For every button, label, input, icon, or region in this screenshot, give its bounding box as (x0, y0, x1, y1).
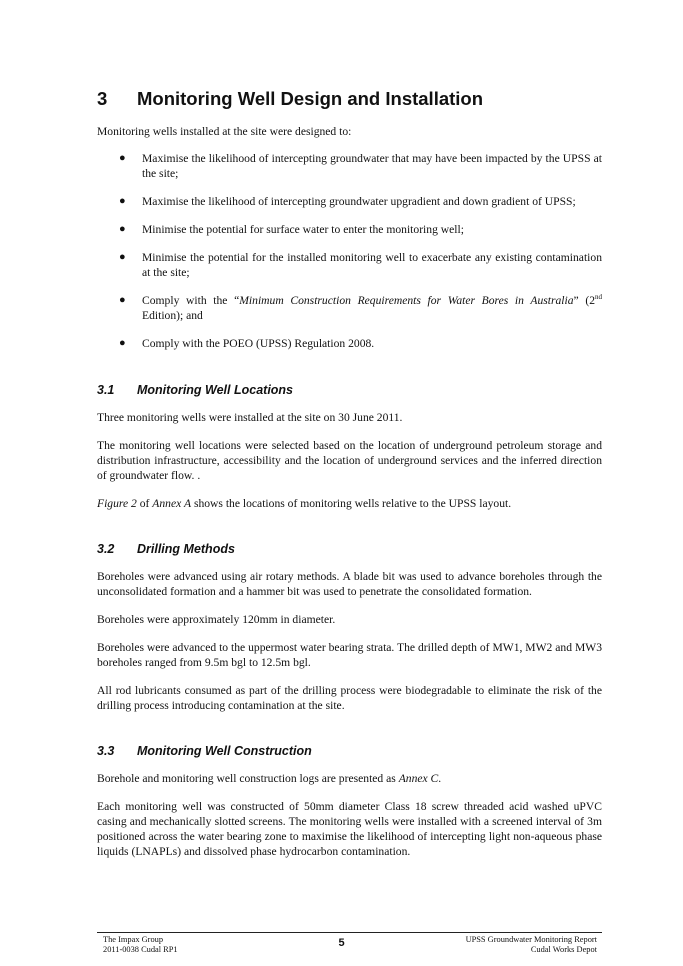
paragraph (97, 771, 602, 786)
subsection-number: 3.1 (97, 383, 115, 397)
list-item (97, 250, 602, 280)
paragraph: All rod lubricants consumed as part of the drilling process were biodegradable to eliminate the risk of the drilling process introducing contamination at the site. (97, 684, 602, 712)
paragraph-text: shows the locations of monitoring wells relative to the UPSS layout. (191, 497, 512, 510)
annex-reference: Annex C (398, 772, 439, 785)
paragraph: Boreholes were advanced using air rotary methods. A blade bit was used to advance boreholes through the unconsolidated formation and a hammer bit was used to penetrate the consolidated formation. (97, 570, 602, 598)
bullet-icon: ● (119, 294, 126, 306)
section-title: Monitoring Well Design and Installation (137, 88, 484, 109)
list-item (97, 293, 602, 323)
superscript: nd (595, 293, 603, 301)
list-item-text: ” (2 (573, 294, 596, 307)
footer-company: The Impax Group (103, 935, 164, 944)
list-item-text: Maximise the likelihood of intercepting groundwater that may have been impacted by the UPSS at the site; (142, 152, 602, 180)
page-content (97, 86, 602, 859)
list-item-text: Minimise the potential for surface water to enter the monitoring well; (142, 223, 464, 236)
standard-title: Minimum Construction Requirements for Water Bores in Australia (239, 294, 574, 307)
footer-report-title: UPSS Groundwater Monitoring Report (465, 935, 597, 944)
intro-paragraph: Monitoring wells installed at the site were designed to: (97, 125, 352, 138)
paragraph-text: . (438, 772, 442, 785)
annex-reference: Annex A (152, 497, 192, 510)
paragraph-text: Borehole and monitoring well construction logs are presented as (97, 772, 399, 785)
subsection-title: Monitoring Well Locations (137, 383, 294, 397)
subsection-number: 3.3 (97, 744, 115, 758)
paragraph: The monitoring well locations were selected based on the location of underground petroleum storage and distribution infrastructure, accessibility and the location of underground services and the inferred direction of groundwater flow. . (97, 439, 602, 482)
bullet-icon: ● (119, 195, 126, 207)
figure-reference: Figure 2 (97, 497, 137, 510)
list-item (97, 222, 602, 237)
paragraph: Each monitoring well was constructed of 50mm diameter Class 18 screw threaded acid washed uPVC casing and mechanically slotted screens. The monitoring wells were installed with a screened interval of 3m positioned across the water bearing zone to maximise the likelihood of intercepting light non-aqueous phase liquids (LNAPLs) and dissolved phase hydrocarbon contamination. (97, 800, 602, 858)
footer-site-name: Cudal Works Depot (530, 945, 597, 954)
footer-document-code: 2011-0038 Cudal RP1 (103, 945, 178, 954)
paragraph-text: of (136, 497, 153, 510)
bullet-icon: ● (119, 223, 126, 235)
subsection-title: Drilling Methods (137, 542, 235, 556)
bullet-icon: ● (119, 337, 126, 349)
footer-divider (97, 932, 602, 933)
paragraph: Three monitoring wells were installed at the site on 30 June 2011. (97, 411, 403, 424)
subsection-title: Monitoring Well Construction (137, 744, 312, 758)
list-item-text: Comply with the “ (142, 294, 240, 307)
paragraph: Boreholes were approximately 120mm in diameter. (97, 613, 336, 626)
list-item-text: Maximise the likelihood of intercepting groundwater upgradient and down gradient of UPSS; (142, 195, 576, 208)
subsection-heading-3-1 (97, 381, 602, 399)
list-item-text: Minimise the potential for the installed monitoring well to exacerbate any existing contamination at the site; (142, 251, 602, 279)
paragraph: Boreholes were advanced to the uppermost water bearing strata. The drilled depth of MW1, MW2 and MW3 boreholes ranged from 9.5m bgl to 12.5m bgl. (97, 641, 602, 669)
page-number: 5 (338, 937, 345, 949)
section-number: 3 (97, 88, 108, 109)
design-objectives-list (97, 151, 602, 351)
subsection-number: 3.2 (97, 542, 115, 556)
list-item (97, 336, 602, 351)
list-item-text: Edition); and (142, 309, 203, 322)
subsection-heading-3-2 (97, 540, 602, 558)
section-heading (97, 86, 602, 112)
list-item (97, 151, 602, 181)
footer-right (466, 935, 597, 955)
list-item (97, 194, 602, 209)
bullet-icon: ● (119, 251, 126, 263)
list-item-text: Comply with the POEO (UPSS) Regulation 2008. (142, 337, 375, 350)
paragraph (97, 496, 602, 511)
bullet-icon: ● (119, 152, 126, 164)
subsection-heading-3-3 (97, 742, 602, 760)
